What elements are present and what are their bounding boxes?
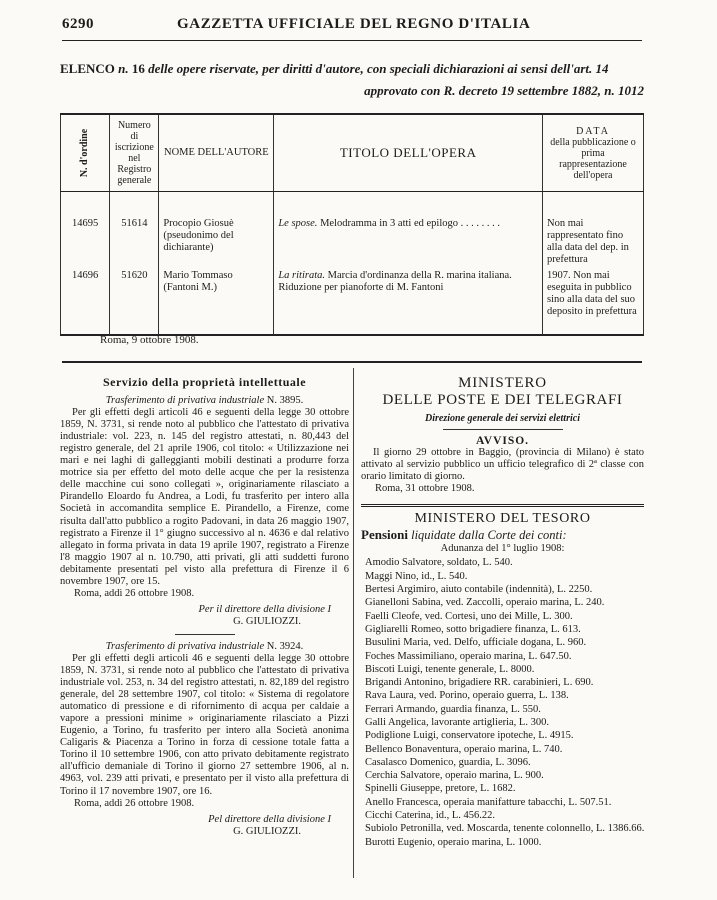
transfer-date: Roma, addì 26 ottobre 1908. xyxy=(74,797,195,809)
list-item: Spinelli Giuseppe, pretore, L. 1682. xyxy=(365,783,516,795)
header-ordine: N. d'ordine xyxy=(61,114,110,192)
row-titolo-italic: Le spose. xyxy=(278,218,318,229)
list-item: Faelli Cleofe, ved. Cortesi, uno dei Mille, L. 300. xyxy=(365,610,573,622)
list-item: Gianelloni Sabina, ved. Zaccolli, operaio marina, L. 240. xyxy=(365,597,605,609)
row-titolo-rest: Melodramma in 3 atti ed epilogo . . . . . . . . xyxy=(320,218,500,229)
list-item: Busulini Maria, ved. Delfo, ufficiale dogana, L. 960. xyxy=(365,637,587,649)
page-header xyxy=(62,16,642,36)
list-item: Cicchi Caterina, id., L. 456.22. xyxy=(365,810,496,822)
transfer-body: Per gli effetti degli articoli 46 e seguenti della legge 30 ottobre 1859, N. 3731, si rende noto al pubblico che l'attestato di privativa industriale: vol. 223, n. 145 del registro attestati, n. 80,443 del registro generale, del 21 aprile 1906, col titolo: « Utilizzazione nei mari e nei laghi di galleggianti mobili destinati a produrre forza motrice sia per effetto del moto delle acque che per la resistenza delle macchine cui sono collegati », originariamente rilasciato a Pirandello Eloardo fu Andrea, a Lodi, fu trasferito per intero alla Società in accomandita semplice E. Pirandello, a Firenze, come risulta dall'atto pubblico a rogito Padovani, in data 26 maggio 1907, registrato a Firenze il 1° giugno successivo al n. 4636 e dal relativo allegato in forma privata in data 19 aprile 1907, registrato a Firenze l'8 maggio 1907 al n. 10.790, atti privati, gli atti suddetti furono debitamente presentati pel visto alla prefettura di Firenze il 6 novembre 1907, ore 15. xyxy=(60,407,349,587)
row-ordine: 14695 xyxy=(61,216,110,268)
left-column xyxy=(60,373,349,838)
ministero-tesoro-title: MINISTERO DEL TESORO xyxy=(414,511,591,527)
row-autore: Mario Tommaso (Fantoni M.) xyxy=(159,268,274,335)
table-date-line: Roma, 9 ottobre 1908. xyxy=(100,334,199,346)
row-titolo-italic: La ritirata. xyxy=(278,270,326,281)
opere-table xyxy=(60,113,644,336)
header-autore: NOME DELL'AUTORE xyxy=(159,114,274,192)
avviso-title: AVVISO. xyxy=(475,435,530,448)
table-header-row xyxy=(61,114,644,192)
elenco-label: ELENCO xyxy=(60,61,115,76)
header-titolo: TITOLO DELL'OPERA xyxy=(274,114,543,192)
pensioni-list xyxy=(361,556,644,849)
avviso-date: Roma, 31 ottobre 1908. xyxy=(375,483,475,495)
section-title: Servizio della proprietà intellettuale xyxy=(102,375,307,389)
row-titolo-rest: Marcia d'ordinanza della R. marina italiana. Riduzione per pianoforte di M. Fantoni xyxy=(278,270,512,293)
double-divider xyxy=(361,504,644,507)
list-item: Burotti Eugenio, operaio marina, L. 1000. xyxy=(365,836,542,848)
list-item: Subiolo Petronilla, ved. Moscarda, tenente colonnello, L. 1386.66. xyxy=(365,823,645,835)
row-data: Non mai rappresentato fino alla data del dep. in prefettura xyxy=(543,216,644,268)
elenco-text-line1: delle opere riservate, per diritti d'autore, con speciali dichiarazioni ai sensi dell'art. 14 xyxy=(148,61,609,76)
row-iscrizione: 51620 xyxy=(110,268,159,335)
direzione-generale: Direzione generale dei servizi elettrici xyxy=(425,413,580,424)
list-item: Gigliarelli Romeo, sotto brigadiere finanza, L. 613. xyxy=(365,623,581,635)
table-row xyxy=(61,216,644,268)
transfer-title: Trasferimento di privativa industriale N. 3895. xyxy=(105,395,304,407)
header-data-label: DATA xyxy=(576,125,610,137)
list-item: Maggi Nino, id., L. 540. xyxy=(365,570,468,582)
row-ordine: 14696 xyxy=(61,268,110,335)
ministero-poste-subtitle: DELLE POSTE E DEI TELEGRAFI xyxy=(382,392,623,408)
table-row xyxy=(61,268,644,335)
list-item: Galli Angelica, lavorante artiglieria, L. 300. xyxy=(365,716,549,728)
adunanza-line: Adunanza del 1° luglio 1908: xyxy=(440,543,565,555)
transfer-body: Per gli effetti degli articoli 46 e seguenti della legge 30 ottobre 1859, N. 3731, si rende noto al pubblico che l'attestato di privativa industriale vol. 253, n. 34 del registro attestati, n. 82,189 del registro generale, del 28 settembre 1907, col titolo: « Sistema di regolatore automatico di pressione e di rifornimento di acqua per caldaie a vapore a pressioni minime » originariamente rilasciato a Pizzi Eugenio, a Torino, fu trasferito per intero alla Società anonima Caligaris & Piacenza a Torino in forza di cessione totale fatta a Torino il 10 settembre 1906, con atto privato debitamente registrato all'ufficio demaniale di Torino il giorno 27 settembre 1906, al n. 4963, vol. 239 atti privati, e presentato per il visto alla prefettura di Torino il 17 novembre 1907, ore 16. xyxy=(60,652,349,797)
row-titolo xyxy=(274,268,543,335)
list-item: Brigandi Antonino, brigadiere RR. carabinieri, L. 690. xyxy=(365,677,594,689)
right-column xyxy=(361,373,644,849)
avviso-body: Il giorno 29 ottobre in Baggio, (provincia di Milano) è stato attivato al servizio pubblico un ufficio telegrafico di 2ª classe con orario limitato di giorno. xyxy=(361,447,644,483)
short-divider xyxy=(443,429,563,430)
short-divider xyxy=(175,634,235,635)
header-data xyxy=(543,114,644,192)
list-item: Podiglione Luigi, conservatore ipoteche, L. 4915. xyxy=(365,730,574,742)
list-item: Rava Laura, ved. Porino, operaio guerra, L. 138. xyxy=(365,690,569,702)
list-item: Ferrari Armando, guardia finanza, L. 550. xyxy=(365,703,541,715)
header-rule xyxy=(62,40,642,41)
row-autore: Procopio Giosuè (pseudonimo del dichiarante) xyxy=(159,216,274,268)
transfer-signer-name: G. GIULIOZZI. xyxy=(233,615,301,627)
elenco-heading xyxy=(60,58,644,102)
transfer-signer-role: Pel direttore della divisione I xyxy=(208,813,331,825)
elenco-text-line2: approvato con R. decreto 19 settembre 1882, n. 1012 xyxy=(364,83,644,98)
list-item: Bellenco Bonaventura, operaio marina, L. 740. xyxy=(365,743,563,755)
list-item: Casalasco Domenico, guardia, L. 3096. xyxy=(365,756,531,768)
elenco-n-label: n. xyxy=(118,61,129,76)
table-spacer-row xyxy=(61,192,644,217)
ministero-poste-title: MINISTERO xyxy=(458,375,547,391)
list-item: Cerchia Salvatore, operaio marina, L. 900. xyxy=(365,770,544,782)
gazette-title: GAZZETTA UFFICIALE DEL REGNO D'ITALIA xyxy=(177,16,531,32)
row-titolo xyxy=(274,216,543,268)
section-rule xyxy=(62,361,642,363)
list-item: Anello Francesca, operaia manifatture tabacchi, L. 507.51. xyxy=(365,796,612,808)
transfer-title: Trasferimento di privativa industriale N. 3924. xyxy=(105,640,304,652)
column-separator xyxy=(353,368,354,878)
header-iscrizione: Numero di iscrizione nel Registro generale xyxy=(110,114,159,192)
row-data: 1907. Non mai eseguita in pubblico sino alla data del suo deposito in prefettura xyxy=(543,268,644,335)
header-data-sub: della pubblicazione o prima rappresentazione dell'opera xyxy=(550,136,636,181)
list-item: Foches Massimiliano, operaio marina, L. 647.50. xyxy=(365,650,572,662)
page-number: 6290 xyxy=(62,16,94,32)
list-item: Bertesi Argimiro, aiuto contabile (indennità), L. 2250. xyxy=(365,584,593,596)
transfer-signer-role: Per il direttore della divisione I xyxy=(198,603,331,615)
transfer-date: Roma, addì 26 ottobre 1908. xyxy=(74,587,195,599)
list-item: Biscoti Luigi, tenente generale, L. 8000. xyxy=(365,663,535,675)
list-item: Amodio Salvatore, soldato, L. 540. xyxy=(365,557,513,569)
pensioni-heading: Pensioni liquidate dalla Corte dei conti: xyxy=(361,527,567,543)
transfer-signer-name: G. GIULIOZZI. xyxy=(233,825,301,837)
elenco-number: 16 xyxy=(131,61,145,76)
row-iscrizione: 51614 xyxy=(110,216,159,268)
